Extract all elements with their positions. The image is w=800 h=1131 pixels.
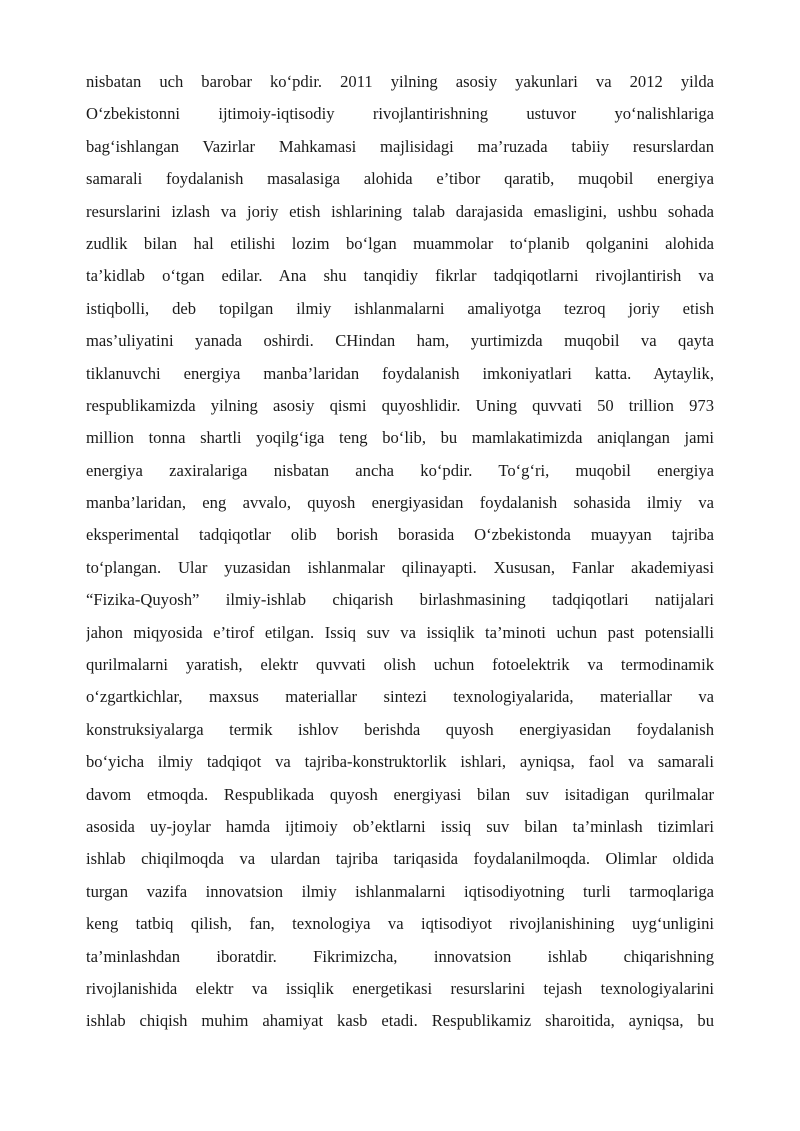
text-line: samarali foydalanish masalasiga alohida e’tibor qaratib, muqobil energiya — [86, 169, 714, 189]
text-line: million tonna shartli yoqilg‘iga teng bo‘lib, bu mamlakatimizda aniqlangan jami — [86, 428, 714, 448]
text-line: O‘zbekistonni ijtimoiy-iqtisodiy rivojlantirishning ustuvor yo‘nalishlariga — [86, 104, 714, 124]
text-line: manba’laridan, eng avvalo, quyosh energiyasidan foydalanish sohasida ilmiy va — [86, 493, 714, 513]
text-line: bo‘yicha ilmiy tadqiqot va tajriba-konstruktorlik ishlari, ayniqsa, faol va samarali — [86, 752, 714, 772]
text-line: davom etmoqda. Respublikada quyosh energiyasi bilan suv isitadigan qurilmalar — [86, 784, 714, 804]
text-line: keng tatbiq qilish, fan, texnologiya va iqtisodiyot rivojlanishining uyg‘unligini — [86, 914, 714, 934]
text-line: asosida uy-joylar hamda ijtimoiy ob’ektlarni issiq suv bilan ta’minlash tizimlari — [86, 816, 714, 836]
text-line: istiqbolli, deb topilgan ilmiy ishlanmalarni amaliyotga tezroq joriy etish — [86, 298, 714, 318]
text-line: respublikamizda yilning asosiy qismi quyoshlidir. Uning quvvati 50 trillion 973 — [86, 395, 714, 415]
text-line: qurilmalarni yaratish, elektr quvvati olish uchun fotoelektrik va termodinamik — [86, 655, 714, 675]
text-line: nisbatan uch barobar ko‘pdir. 2011 yilning asosiy yakunlari va 2012 yilda — [86, 72, 714, 91]
text-line: ishlab chiqilmoqda va ulardan tajriba tariqasida foydalanilmoqda. Olimlar oldida — [86, 849, 714, 869]
text-line: zudlik bilan hal etilishi lozim bo‘lgan muammolar to‘planib qolganini alohida — [86, 233, 714, 253]
text-line: konstruksiyalarga termik ishlov berishda quyosh energiyasidan foydalanish — [86, 719, 714, 739]
text-line: ishlab chiqish muhim ahamiyat kasb etadi. Respublikamiz sharoitida, ayniqsa, bu — [86, 1011, 714, 1031]
text-line: o‘zgartkichlar, maxsus materiallar sintezi texnologiyalarida, materiallar va — [86, 687, 714, 707]
text-line: mas’uliyatini yanada oshirdi. CHindan ham, yurtimizda muqobil va qayta — [86, 331, 714, 351]
body-text — [86, 66, 714, 1038]
text-line: bag‘ishlangan Vazirlar Mahkamasi majlisidagi ma’ruzada tabiiy resurslardan — [86, 136, 714, 156]
text-line: to‘plangan. Ular yuzasidan ishlanmalar qilinayapti. Xususan, Fanlar akademiyasi — [86, 557, 714, 577]
text-line: “Fizika-Quyosh” ilmiy-ishlab chiqarish birlashmasining tadqiqotlari natijalari — [86, 590, 714, 610]
text-line: tiklanuvchi energiya manba’laridan foydalanish imkoniyatlari katta. Aytaylik, — [86, 363, 714, 383]
text-line: turgan vazifa innovatsion ilmiy ishlanmalarni iqtisodiyotning turli tarmoqlariga — [86, 881, 714, 901]
text-line: eksperimental tadqiqotlar olib borish borasida O‘zbekistonda muayyan tajriba — [86, 525, 714, 545]
text-line: resurslarini izlash va joriy etish ishlarining talab darajasida emasligini, ushbu sohada — [86, 201, 714, 221]
text-line: ta’minlashdan iboratdir. Fikrimizcha, innovatsion ishlab chiqarishning — [86, 946, 714, 966]
text-line: ta’kidlab o‘tgan edilar. Ana shu tanqidiy fikrlar tadqiqotlarni rivojlantirish va — [86, 266, 714, 286]
text-line: rivojlanishida elektr va issiqlik energetikasi resurslarini tejash texnologiyalarini — [86, 978, 714, 998]
text-line: energiya zaxiralariga nisbatan ancha ko‘pdir. To‘g‘ri, muqobil energiya — [86, 460, 714, 480]
text-line: jahon miqyosida e’tirof etilgan. Issiq suv va issiqlik ta’minoti uchun past potensialli — [86, 622, 714, 642]
